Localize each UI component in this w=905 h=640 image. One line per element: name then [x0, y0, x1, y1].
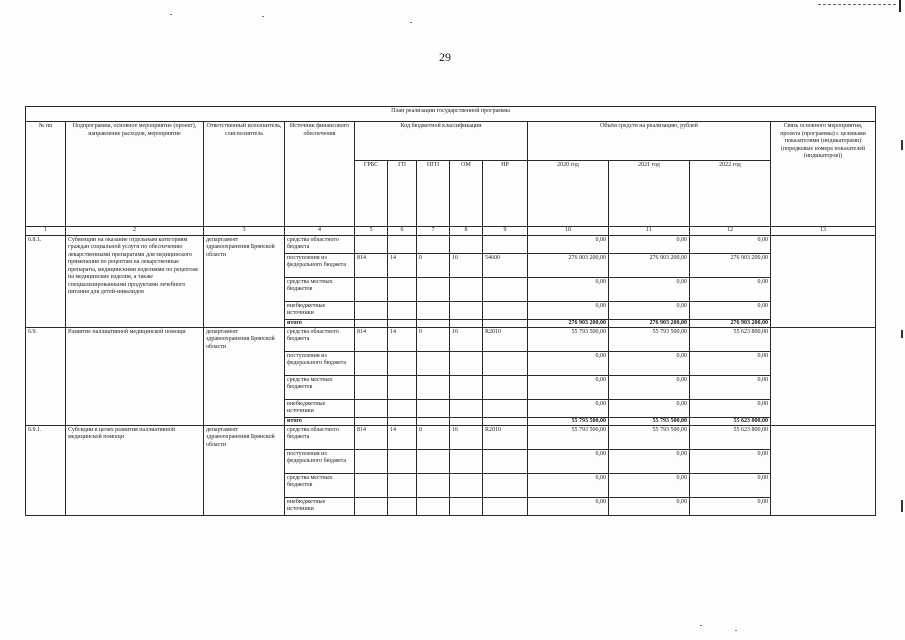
grbs-cell: 814: [355, 327, 388, 351]
pgp-cell: [417, 497, 450, 515]
column-number: 12: [690, 227, 771, 236]
value-2020: 0,00: [528, 449, 609, 473]
pgp-cell: [417, 319, 450, 327]
value-2021: 0,00: [609, 277, 690, 301]
gp-cell: [388, 375, 417, 399]
total-2020: 276 903 200,00: [528, 319, 609, 327]
total-2022: 276 903 200,00: [690, 319, 771, 327]
om-cell: 16: [450, 327, 483, 351]
section-num: 6.9.: [26, 327, 66, 425]
total-label: итого: [285, 417, 355, 425]
value-2020: 0,00: [528, 375, 609, 399]
section-name: Субвенции на оказание отдельным категориям граждан социальной услуги по обеспечению лекарственными препаратами для медицинского применения по рецептам на лекарственные препараты, медицинскими изделиями по рецептам на медицинские изделия, а также специализированными продуктами лечебного питания для детей-инвалидов: [66, 235, 204, 327]
value-2021: 0,00: [609, 351, 690, 375]
header-name: Подпрограмма, основное мероприятие (проект), направление расходов, мероприятие: [66, 122, 204, 227]
value-2022: 0,00: [690, 301, 771, 319]
value-2020: 55 793 500,00: [528, 425, 609, 449]
header-budget-code: Код бюджетной классификации: [355, 122, 528, 161]
header-link: Связь основного мероприятия, проекта (программы) с целевыми показателями (индикаторами) (порядковые номера показателей (индикаторов)): [771, 122, 876, 227]
scan-speck: [700, 625, 702, 626]
total-2022: 55 623 800,00: [690, 417, 771, 425]
section-responsible: департамент здравоохранения Брянской области: [204, 327, 285, 425]
gp-cell: 14: [388, 425, 417, 449]
header-2020: 2020 год: [528, 161, 609, 227]
grbs-cell: [355, 497, 388, 515]
grbs-cell: [355, 351, 388, 375]
np-cell: R2010: [483, 327, 528, 351]
value-2022: 0,00: [690, 375, 771, 399]
value-2020: 0,00: [528, 473, 609, 497]
source-cell: средства местных бюджетов: [285, 277, 355, 301]
link-cell: [771, 235, 876, 327]
value-2020: 0,00: [528, 351, 609, 375]
gp-cell: [388, 473, 417, 497]
scan-speck: [262, 16, 264, 17]
om-cell: [450, 497, 483, 515]
total-2021: 276 903 200,00: [609, 319, 690, 327]
value-2020: 0,00: [528, 399, 609, 417]
gp-cell: [388, 301, 417, 319]
value-2021: 55 793 500,00: [609, 327, 690, 351]
grbs-cell: [355, 399, 388, 417]
scan-corner-tick: [899, 0, 901, 12]
column-number: 3: [204, 227, 285, 236]
column-number: 13: [771, 227, 876, 236]
column-number: 1: [26, 227, 66, 236]
source-cell: средства областного бюджета: [285, 327, 355, 351]
pgp-cell: [417, 351, 450, 375]
header-gp: ГП: [388, 161, 417, 227]
scan-speck: [735, 630, 737, 631]
value-2020: 0,00: [528, 277, 609, 301]
source-cell: поступления из федерального бюджета: [285, 253, 355, 277]
page-number: 29: [439, 50, 451, 64]
source-cell: поступления из федерального бюджета: [285, 351, 355, 375]
om-cell: [450, 375, 483, 399]
np-cell: R2010: [483, 425, 528, 449]
column-number: 2: [66, 227, 204, 236]
header-grbs: ГРБС: [355, 161, 388, 227]
column-number: 6: [388, 227, 417, 236]
section-responsible: департамент здравоохранения Брянской области: [204, 425, 285, 515]
np-cell: [483, 277, 528, 301]
header-2021: 2021 год: [609, 161, 690, 227]
np-cell: [483, 473, 528, 497]
np-cell: [483, 399, 528, 417]
value-2021: 0,00: [609, 497, 690, 515]
pgp-cell: 0: [417, 327, 450, 351]
source-cell: средства местных бюджетов: [285, 375, 355, 399]
value-2021: 0,00: [609, 375, 690, 399]
om-cell: [450, 319, 483, 327]
value-2022: 0,00: [690, 497, 771, 515]
grbs-cell: [355, 235, 388, 253]
gp-cell: [388, 449, 417, 473]
scan-corner-mark: [818, 4, 896, 6]
np-cell: [483, 351, 528, 375]
grbs-cell: [355, 301, 388, 319]
column-number: 9: [483, 227, 528, 236]
value-2020: 0,00: [528, 235, 609, 253]
pgp-cell: [417, 277, 450, 301]
column-number: 5: [355, 227, 388, 236]
source-cell: поступления из федерального бюджета: [285, 449, 355, 473]
total-label: итого: [285, 319, 355, 327]
gp-cell: [388, 351, 417, 375]
om-cell: [450, 301, 483, 319]
np-cell: 54600: [483, 253, 528, 277]
source-cell: средства областного бюджета: [285, 425, 355, 449]
section-num: 6.9.1.: [26, 425, 66, 515]
gp-cell: 14: [388, 327, 417, 351]
pgp-cell: [417, 449, 450, 473]
np-cell: [483, 449, 528, 473]
value-2022: 55 623 800,00: [690, 425, 771, 449]
link-cell: [771, 327, 876, 425]
om-cell: [450, 473, 483, 497]
grbs-cell: [355, 319, 388, 327]
scan-speck: [410, 22, 412, 23]
pgp-cell: [417, 473, 450, 497]
scan-edge-mark: [901, 500, 903, 512]
om-cell: 16: [450, 425, 483, 449]
value-2021: 0,00: [609, 473, 690, 497]
header-funds: Объём средств на реализацию, рублей: [528, 122, 771, 161]
om-cell: [450, 399, 483, 417]
header-responsible: Ответственный исполнитель, соисполнитель: [204, 122, 285, 227]
link-cell: [771, 425, 876, 515]
column-number: 7: [417, 227, 450, 236]
om-cell: [450, 235, 483, 253]
header-om: ОМ: [450, 161, 483, 227]
value-2021: 0,00: [609, 449, 690, 473]
value-2020: 276 903 200,00: [528, 253, 609, 277]
pgp-cell: 0: [417, 425, 450, 449]
source-cell: внебюджетные источники: [285, 497, 355, 515]
value-2021: 0,00: [609, 235, 690, 253]
value-2022: 0,00: [690, 235, 771, 253]
pgp-cell: [417, 399, 450, 417]
value-2021: 276 903 200,00: [609, 253, 690, 277]
column-number: 10: [528, 227, 609, 236]
value-2022: 0,00: [690, 399, 771, 417]
gp-cell: [388, 235, 417, 253]
column-number: 8: [450, 227, 483, 236]
scan-speck: [170, 14, 172, 15]
pgp-cell: 0: [417, 253, 450, 277]
pgp-cell: [417, 301, 450, 319]
gp-cell: [388, 417, 417, 425]
value-2022: 0,00: [690, 473, 771, 497]
source-cell: внебюджетные источники: [285, 399, 355, 417]
gp-cell: [388, 277, 417, 301]
om-cell: [450, 351, 483, 375]
program-plan-table: [25, 106, 876, 516]
gp-cell: 14: [388, 253, 417, 277]
value-2022: 0,00: [690, 277, 771, 301]
header-np: НР: [483, 161, 528, 227]
value-2020: 0,00: [528, 301, 609, 319]
grbs-cell: [355, 375, 388, 399]
gp-cell: [388, 497, 417, 515]
total-2021: 55 793 500,00: [609, 417, 690, 425]
section-name: Субсидии в целях развития паллиативной медицинской помощи: [66, 425, 204, 515]
grbs-cell: 814: [355, 425, 388, 449]
table-title: План реализации государственной программы: [26, 107, 876, 122]
column-number: 11: [609, 227, 690, 236]
np-cell: [483, 417, 528, 425]
source-cell: средства местных бюджетов: [285, 473, 355, 497]
source-cell: средства областного бюджета: [285, 235, 355, 253]
pgp-cell: [417, 417, 450, 425]
grbs-cell: [355, 473, 388, 497]
np-cell: [483, 319, 528, 327]
value-2022: 0,00: [690, 449, 771, 473]
column-number: 4: [285, 227, 355, 236]
grbs-cell: [355, 277, 388, 301]
header-2022: 2022 год: [690, 161, 771, 227]
om-cell: [450, 417, 483, 425]
value-2021: 0,00: [609, 399, 690, 417]
value-2021: 55 793 500,00: [609, 425, 690, 449]
value-2022: 0,00: [690, 351, 771, 375]
value-2020: 55 793 500,00: [528, 327, 609, 351]
header-source: Источник финансового обеспечения: [285, 122, 355, 227]
value-2020: 0,00: [528, 497, 609, 515]
section-num: 6.8.1.: [26, 235, 66, 327]
value-2022: 55 623 800,00: [690, 327, 771, 351]
pgp-cell: [417, 375, 450, 399]
total-2020: 55 793 500,00: [528, 417, 609, 425]
header-num: № пп: [26, 122, 66, 227]
source-cell: внебюджетные источники: [285, 301, 355, 319]
header-pgp: ПГП: [417, 161, 450, 227]
value-2021: 0,00: [609, 301, 690, 319]
scan-edge-mark: [901, 330, 903, 338]
np-cell: [483, 497, 528, 515]
value-2022: 276 903 200,00: [690, 253, 771, 277]
om-cell: [450, 449, 483, 473]
pgp-cell: [417, 235, 450, 253]
section-name: Развитие паллиативной медицинской помощи: [66, 327, 204, 425]
grbs-cell: [355, 449, 388, 473]
section-responsible: департамент здравоохранения Брянской области: [204, 235, 285, 327]
np-cell: [483, 235, 528, 253]
scan-edge-mark: [901, 140, 903, 150]
np-cell: [483, 301, 528, 319]
om-cell: 16: [450, 253, 483, 277]
om-cell: [450, 277, 483, 301]
grbs-cell: 814: [355, 253, 388, 277]
gp-cell: [388, 399, 417, 417]
grbs-cell: [355, 417, 388, 425]
np-cell: [483, 375, 528, 399]
gp-cell: [388, 319, 417, 327]
